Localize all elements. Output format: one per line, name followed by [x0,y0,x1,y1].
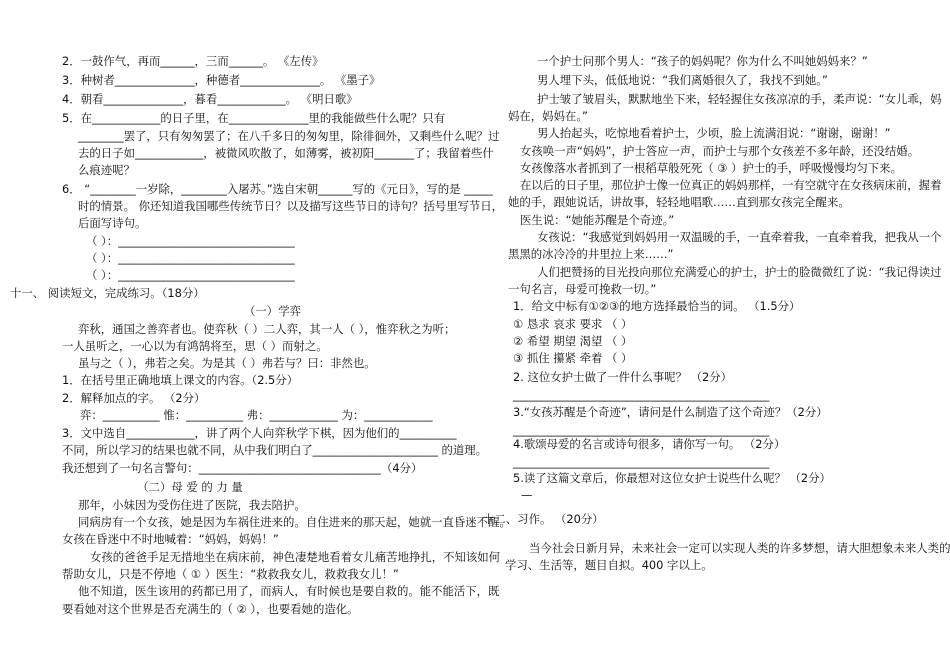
passage-2-line-21: 一句名言，母爱可挽救一切。” [508,282,657,296]
festival-blank-1: （ ）：_______________________________ [86,234,295,248]
passage-2-line-9: 男人埋下头，低低地说：“我们离婚很久了，我找不到她。” [537,73,828,87]
p2-q2: 2. 这位女护士做了一件什么事呢？ （2分） [513,370,732,384]
passage-2-line-5: 帮助女儿，只是不停地（ ① ）医生：“救救我女儿，救救我女儿！” [62,567,399,581]
p1-q2: 2．解释加点的字。 （2分） [62,391,206,405]
p2-q1-option-3: ③ 抓住 攥紧 牵着 （ ） [513,351,633,365]
passage-2-line-3: 女孩在昏迷中不时地喊着：“妈妈，妈妈！” [62,532,279,546]
passage-2-line-19: 黑黑的冰冷冷的井里拉上来……” [508,247,674,261]
passage-2-line-14: 女孩像落水者抓到了一根稻草般死死（ ③ ）护士的手，呼吸慢慢均匀下来。 [520,161,902,175]
passage-2-title: （二）母 爱 的 力 量 [137,480,243,494]
essay-prompt-line-1: 当今社会日新月异，未来社会一定可以实现人类的许多梦想，请大胆想象未来人类的 [529,541,950,555]
passage-2-line-8: 一个护士问那个男人：“孩子的妈妈呢？你为什么不叫她妈妈来？” [537,54,868,68]
festival-blank-3: （ ）：_______________________________ [86,268,295,282]
right-column [475,0,950,658]
p2-q4-answer-line: _____________________________________________ [513,455,770,469]
passage-1-title: （一）学弈 [244,304,301,318]
p1-q3-line-3: 我还想到了一句名言警句：________________________________（4分） [62,461,423,475]
q5-line-1: 5．在____________的日子里，在______________里的我能做些什么呢？只有 [62,111,446,125]
passage-1-line-2: 一人虽听之，一心以为有鸿鹄将至，思（ ）而射之。 [62,339,328,353]
p2-q3: 3.“女孩苏醒是个奇迹”，请问是什么制造了这个奇迹？（2分） [513,405,828,419]
q5-line-2: ________罢了，只有匆匆罢了；在八千多日的匆匆里，除徘徊外，又剩些什么呢？过 [78,129,500,143]
passage-2-line-4: 女孩的爸爸手足无措地坐在病床前，神色凄楚地看着女儿痛苦地挣扎，不知该如何 [90,550,501,564]
q6-line-2: 时的情景。 你还知道我国哪些传统节日？以及描写这些节日的诗句？括号里写节日， [78,199,504,213]
p2-q1: 1．给文中标有①②③的地方选择最恰当的词。 （1.5分） [513,299,801,313]
passage-2-line-18: 女孩说：“我感觉到妈妈用一双温暖的手，一直牵着我，一直牵着我，把我从一个 [537,230,942,244]
p2-q1-option-2: ② 希望 期望 渴望 （ ） [513,334,633,348]
section-11-heading: 十一、 阅读短文，完成练习。（18分） [10,286,205,300]
passage-2-line-17: 医生说：“她能苏醒是个奇迹。” [520,213,675,227]
passage-2-line-6: 他不知道，医生该用的药都已用了，而病人，有时候也是要自救的。能不能活下，既 [78,584,500,598]
passage-2-line-10: 护士皱了皱眉头，默默地坐下来，轻轻握住女孩凉凉的手，柔声说：“女儿乖，妈 [537,92,942,106]
section-12-heading: 十二、习作。 （20分） [483,512,604,526]
essay-prompt-line-2: 学习、生活等，题目自拟。400 字以上。 [505,558,713,572]
passage-2-line-16: 她的手，跟她说话，讲故事，轻轻地唱歌……直到那女孩完全醒来。 [508,195,850,209]
passage-2-line-11: 妈在，妈妈在。” [508,109,588,123]
passage-2-line-2: 同病房有一个女孩，她是因为车祸住进来的。自住进来的那天起，她就一直昏迷不醒。 [78,515,511,529]
p2-q1-option-1: ① 恳求 哀求 要求 （ ） [513,317,633,331]
p2-q3-answer-line: _____________________________________________ [513,423,770,437]
q6-line-1: 6． “________一岁除，________入屠苏。”选自宋朝______写的《元日》，写的是 _____ [62,182,493,196]
p1-q1: 1．在括号里正确地填上课文的内容。（2.5分） [62,373,299,387]
p2-q5: 5.读了这篇文章后，你最想对这位女护士说些什么呢？ （2分） [513,471,831,485]
q2-line: 2．一鼓作气，再而______，三而______。 《左传》 [62,54,324,68]
p2-q5-dash: — [521,488,533,502]
passage-1-line-3: 虽与之（ ），弗若之矣。为是其（ ）弗若与？曰：非然也。 [78,356,376,370]
q3-line: 3．种树者______________，种德者______________。 《墨子》 [62,73,381,87]
q5-line-3: 去的日子如____________，被微风吹散了，如薄雾，被初阳_______了；我留着些什 [78,146,494,160]
passage-2-line-1: 那年，小妹因为受伤住进了医院，我去陪护。 [78,498,306,512]
q5-line-4: 么痕迹呢？ [78,163,135,177]
q6-line-3: 后面写诗句。 [78,216,147,230]
p1-q2-blanks: 弈：__________ 惟：__________ 弗：____________ 为：____________ [80,408,433,422]
passage-2-line-13: 女孩唤一声“妈妈”，护士答应一声，而护士与那个女孩差不多年龄，还没结婚。 [520,144,920,158]
passage-2-line-7: 要看她对这个世界是否充满生的（ ② ），也要看她的造化。 [62,602,359,616]
passage-2-line-15: 在以后的日子里，那位护士像一位真正的妈妈那样，一有空就守在女孩病床前，握着 [520,178,942,192]
p1-q3-line-2: 不同，所以学习的结果也就不同，从中我们明白了______________________ 的道理。 [62,443,488,457]
festival-blank-2: （ ）：_______________________________ [86,251,295,265]
p2-q2-answer-line: _____________________________________________ [513,388,770,402]
passage-2-line-12: 男人抬起头，吃惊地看着护士，少顷，脸上流满泪说：“谢谢，谢谢！” [537,126,891,140]
p2-q4: 4.歌颂母爱的名言或诗句很多，请你写一句。 （2分） [513,437,786,451]
passage-2-line-20: 人们把赞扬的目光投向那位充满爱心的护士，护士的脸微微红了说：“我记得读过 [537,265,942,279]
q4-line: 4．朝看______________，暮看____________。 《明日歌》 [62,92,358,106]
p1-q3-line-1: 3．文中选自____________，讲了两个人向弈秋学下棋，因为他们的__________ [62,426,457,440]
passage-1-line-1: 弈秋，通国之善弈者也。使弈秋（ ）二人弈，其一人（ ），惟弈秋之为听； [78,322,456,336]
